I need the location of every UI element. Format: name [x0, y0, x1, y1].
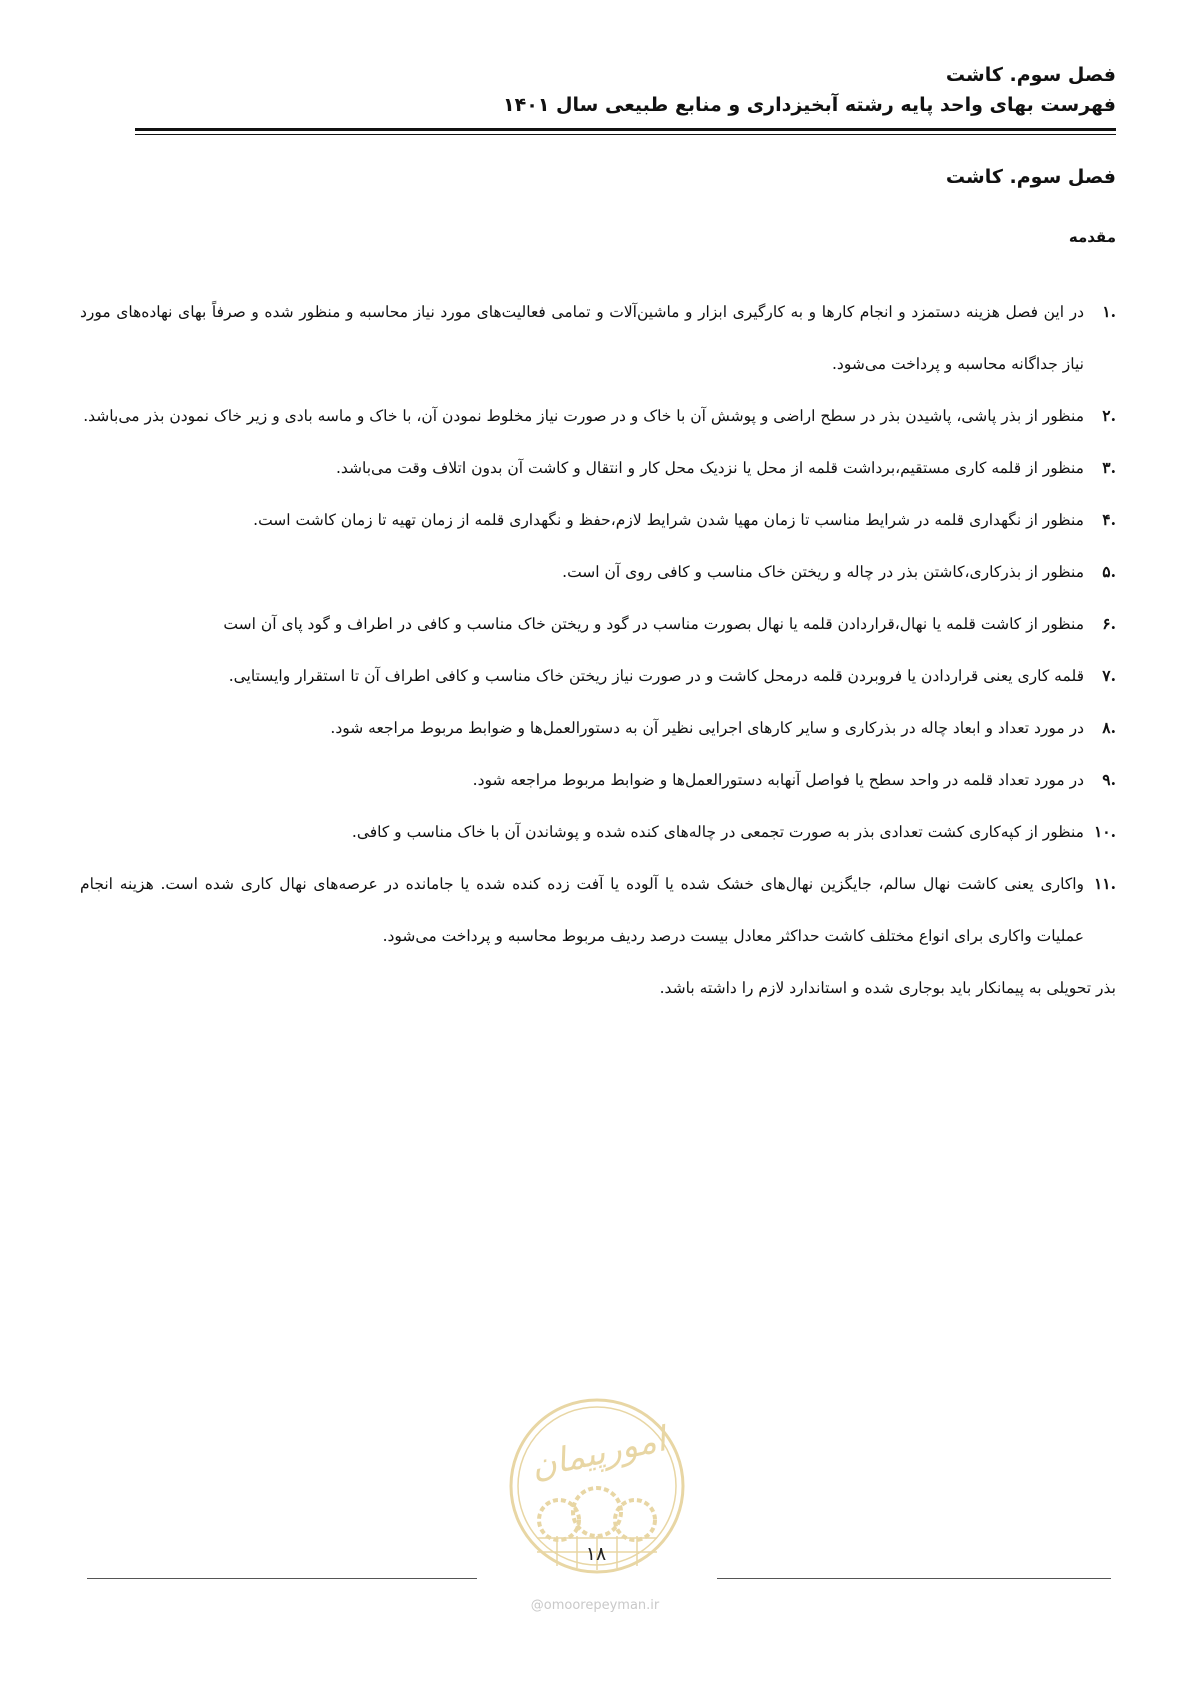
item-text: منظور از کپه‌کاری کشت تعدادی بذر به صورت تجمعی در چاله‌های کنده شده و پوشاندن آن با خاک مناسب و کافی. — [351, 823, 1084, 841]
footer-rule — [87, 1578, 477, 1579]
item-number: .۴ — [1102, 510, 1116, 529]
header-chapter: فصل سوم. کاشت — [945, 64, 1116, 86]
item-number: .۱۰ — [1093, 822, 1116, 841]
item-number: .۱ — [1102, 302, 1116, 321]
gear-icon — [573, 1488, 621, 1536]
header-rule-thick — [135, 128, 1116, 131]
item-text: در این فصل هزینه دستمزد و انجام کارها و به کارگیری ابزار و ماشین‌آلات و تمامی فعالیت‌های مورد نیاز محاسبه و منظور شده و صرفاً بهای نهاده‌های مورد نیاز جداگانه محاسبه و پرداخت می‌شود. — [80, 303, 1084, 373]
footer-rule — [717, 1578, 1111, 1579]
section-title: مقدمه — [1068, 228, 1116, 246]
chapter-title: فصل سوم. کاشت — [945, 166, 1116, 188]
item-number: .۷ — [1102, 666, 1116, 685]
list-item — [80, 494, 1116, 546]
watermark-text: امورپیمان — [527, 1419, 670, 1487]
list-item — [80, 598, 1116, 650]
running-header — [135, 60, 1116, 120]
list-item — [80, 806, 1116, 858]
item-number: .۸ — [1102, 718, 1116, 737]
list-item — [80, 390, 1116, 442]
item-text: واکاری یعنی کاشت نهال سالم، جایگزین نهال‌های خشک شده یا آلوده یا آفت زده کنده شده یا جامانده در عرصه‌های نهال کاری شده است. هزینه انجام عملیات واکاری برای انواع مختلف کاشت حداکثر معادل بیست درصد ردیف مربوط محاسبه و پرداخت می‌شود. — [80, 875, 1084, 945]
item-text: منظور از بذر پاشی، پاشیدن بذر در سطح اراضی و پوشش آن با خاک و در صورت نیاز مخلوط نمودن آن، با خاک و ماسه بادی و زیر خاک نمودن بذر می‌باشد. — [83, 407, 1084, 425]
list-item — [80, 286, 1116, 390]
list-item — [80, 546, 1116, 598]
item-text: منظور از کاشت قلمه یا نهال،قراردادن قلمه یا نهال بصورت مناسب در گود و ریختن خاک مناسب و کافی در اطراف و گود پای آن است — [223, 615, 1084, 633]
item-number: .۶ — [1102, 614, 1116, 633]
item-text: منظور از بذرکاری،کاشتن بذر در چاله و ریختن خاک مناسب و کافی روی آن است. — [562, 563, 1084, 581]
list-item — [80, 650, 1116, 702]
list-item — [80, 702, 1116, 754]
numbered-list — [80, 286, 1116, 962]
item-text: در مورد تعداد و ابعاد چاله در بذرکاری و سایر کارهای اجرایی نظیر آن به دستورالعمل‌ها و ضوابط مربوط مراجعه شود. — [330, 719, 1084, 737]
item-number: .۵ — [1102, 562, 1116, 581]
item-text: قلمه کاری یعنی قراردادن یا فروبردن قلمه درمحل کاشت و در صورت نیاز ریختن خاک مناسب و کافی اطراف آن تا استقرار وایستایی. — [228, 667, 1084, 685]
gear-icon — [615, 1500, 655, 1540]
item-text: منظور از نگهداری قلمه در شرایط مناسب تا زمان مهیا شدن شرایط لازم،حفظ و نگهداری قلمه از زمان تهیه تا زمان کاشت است. — [253, 511, 1084, 529]
item-number: .۹ — [1102, 770, 1116, 789]
page-number: ۱۸ — [585, 1543, 607, 1565]
closing-paragraph: بذر تحویلی به پیمانکار باید بوجاری شده و استاندارد لازم را داشته باشد. — [659, 979, 1116, 997]
item-text: منظور از قلمه کاری مستقیم،برداشت قلمه از محل یا نزدیک محل کار و انتقال و کاشت آن بدون اتلاف وقت می‌باشد. — [335, 459, 1084, 477]
item-number: .۲ — [1102, 406, 1116, 425]
item-number: .۳ — [1102, 458, 1116, 477]
list-item — [80, 442, 1116, 494]
list-item — [80, 754, 1116, 806]
item-text: در مورد تعداد قلمه در واحد سطح یا فواصل آنهابه دستورالعمل‌ها و ضوابط مربوط مراجعه شود. — [472, 771, 1084, 789]
header-rule-thin — [135, 134, 1116, 135]
header-book-title: فهرست بهای واحد پایه رشته آبخیزداری و منابع طبیعی سال ۱۴۰۱ — [503, 94, 1116, 116]
content-body — [80, 286, 1116, 1014]
website-watermark: @omoorepeyman.ir — [530, 1598, 660, 1613]
list-item — [80, 858, 1116, 962]
item-number: .۱۱ — [1093, 874, 1116, 893]
